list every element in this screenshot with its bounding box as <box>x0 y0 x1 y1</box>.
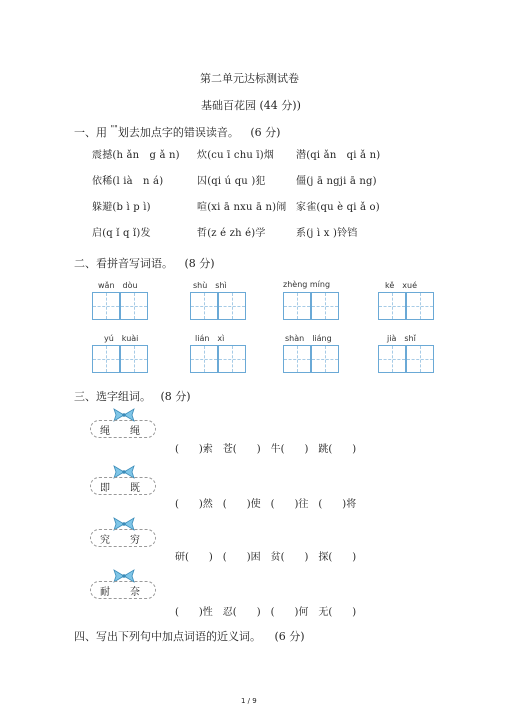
char-option: 绳 <box>100 426 110 437</box>
write-box[interactable] <box>283 292 311 320</box>
pinyin-kexue: kě xué <box>385 281 417 290</box>
char-choice-group <box>90 573 156 599</box>
page-title: 第二单元达标测试卷 <box>200 72 299 85</box>
char-option: 绳 <box>130 426 140 437</box>
write-box[interactable] <box>311 345 339 373</box>
s1-r1c1: 震撼(h ǎn g ǎ n) <box>92 150 180 161</box>
char-option: 即 <box>100 483 110 494</box>
s1-r2c2: 囚(qi ú qu )犯 <box>197 176 266 187</box>
section2-heading: 二、看拼音写词语。 (8 分) <box>74 257 215 270</box>
write-box[interactable] <box>218 345 246 373</box>
char-choice-group <box>90 521 156 547</box>
write-box[interactable] <box>92 345 120 373</box>
char-option: 穷 <box>130 535 140 546</box>
fill-line: ( )然 ( )使 ( )往 ( )将 <box>175 499 357 510</box>
write-box[interactable] <box>283 345 311 373</box>
write-box[interactable] <box>92 292 120 320</box>
char-option: 究 <box>100 535 110 546</box>
char-option: 奈 <box>130 587 140 598</box>
section4-heading: 四、写出下列句中加点词语的近义词。 (6 分) <box>74 630 305 643</box>
s1-r3c1: 躲避(b ì p ì) <box>92 202 151 213</box>
section3-heading: 三、选字组词。 (8 分) <box>74 390 191 403</box>
write-box[interactable] <box>218 292 246 320</box>
pinyin-shushi: shù shì <box>193 281 227 290</box>
char-option: 既 <box>130 483 140 494</box>
char-option: 耐 <box>100 587 110 598</box>
pinyin-lianxi: lián xì <box>195 334 225 343</box>
s1-r3c3: 家雀(qu è qi ǎ o) <box>296 202 380 213</box>
s1-r4c2: 哲(z é zh é)学 <box>197 228 266 239</box>
char-choice-group <box>90 469 156 495</box>
s1-r2c3: 僵(j ā ngji ā ng) <box>296 176 377 187</box>
pinyin-shanliang: shàn liáng <box>285 334 332 343</box>
pinyin-yukuai: yú kuài <box>104 334 139 343</box>
pinyin-wandou: wǎn dòu <box>98 281 138 290</box>
section1-heading: 一、用 ""划去加点字的错误读音。 (6 分) <box>74 124 281 139</box>
fill-line: 研( ) ( )困 贫( ) 探( ) <box>175 552 357 563</box>
s1-r2c1: 依稀(l ià n á) <box>92 176 164 187</box>
write-box[interactable] <box>406 345 434 373</box>
s1-r3c2: 喧(xi ā nxu ā n)闹 <box>197 202 287 213</box>
char-choice-group <box>90 412 156 438</box>
write-box[interactable] <box>190 292 218 320</box>
write-box[interactable] <box>120 292 148 320</box>
fill-line: ( )索 苍( ) 牛( ) 跳( ) <box>175 444 357 455</box>
pinyin-jiashi: jià shǐ <box>387 334 416 343</box>
page-number: 1 / 9 <box>241 697 257 705</box>
fill-line: ( )性 忍( ) ( )何 无( ) <box>175 607 357 618</box>
write-box[interactable] <box>406 292 434 320</box>
s1-r4c1: 启(q ǐ q ǐ)发 <box>92 228 151 239</box>
write-box[interactable] <box>190 345 218 373</box>
s1-r4c3: 系(j ì x )铃铛 <box>296 228 358 239</box>
write-box[interactable] <box>311 292 339 320</box>
write-box[interactable] <box>120 345 148 373</box>
s1-r1c3: 潜(qi ǎn qi ǎ n) <box>296 150 381 161</box>
pinyin-zhengming: zhèng míng <box>283 280 331 289</box>
section-subtitle: 基础百花园 (44 分)) <box>201 99 301 112</box>
s1-r1c2: 炊(cu ī chu ī)烟 <box>197 150 275 161</box>
write-box[interactable] <box>378 345 406 373</box>
write-box[interactable] <box>378 292 406 320</box>
